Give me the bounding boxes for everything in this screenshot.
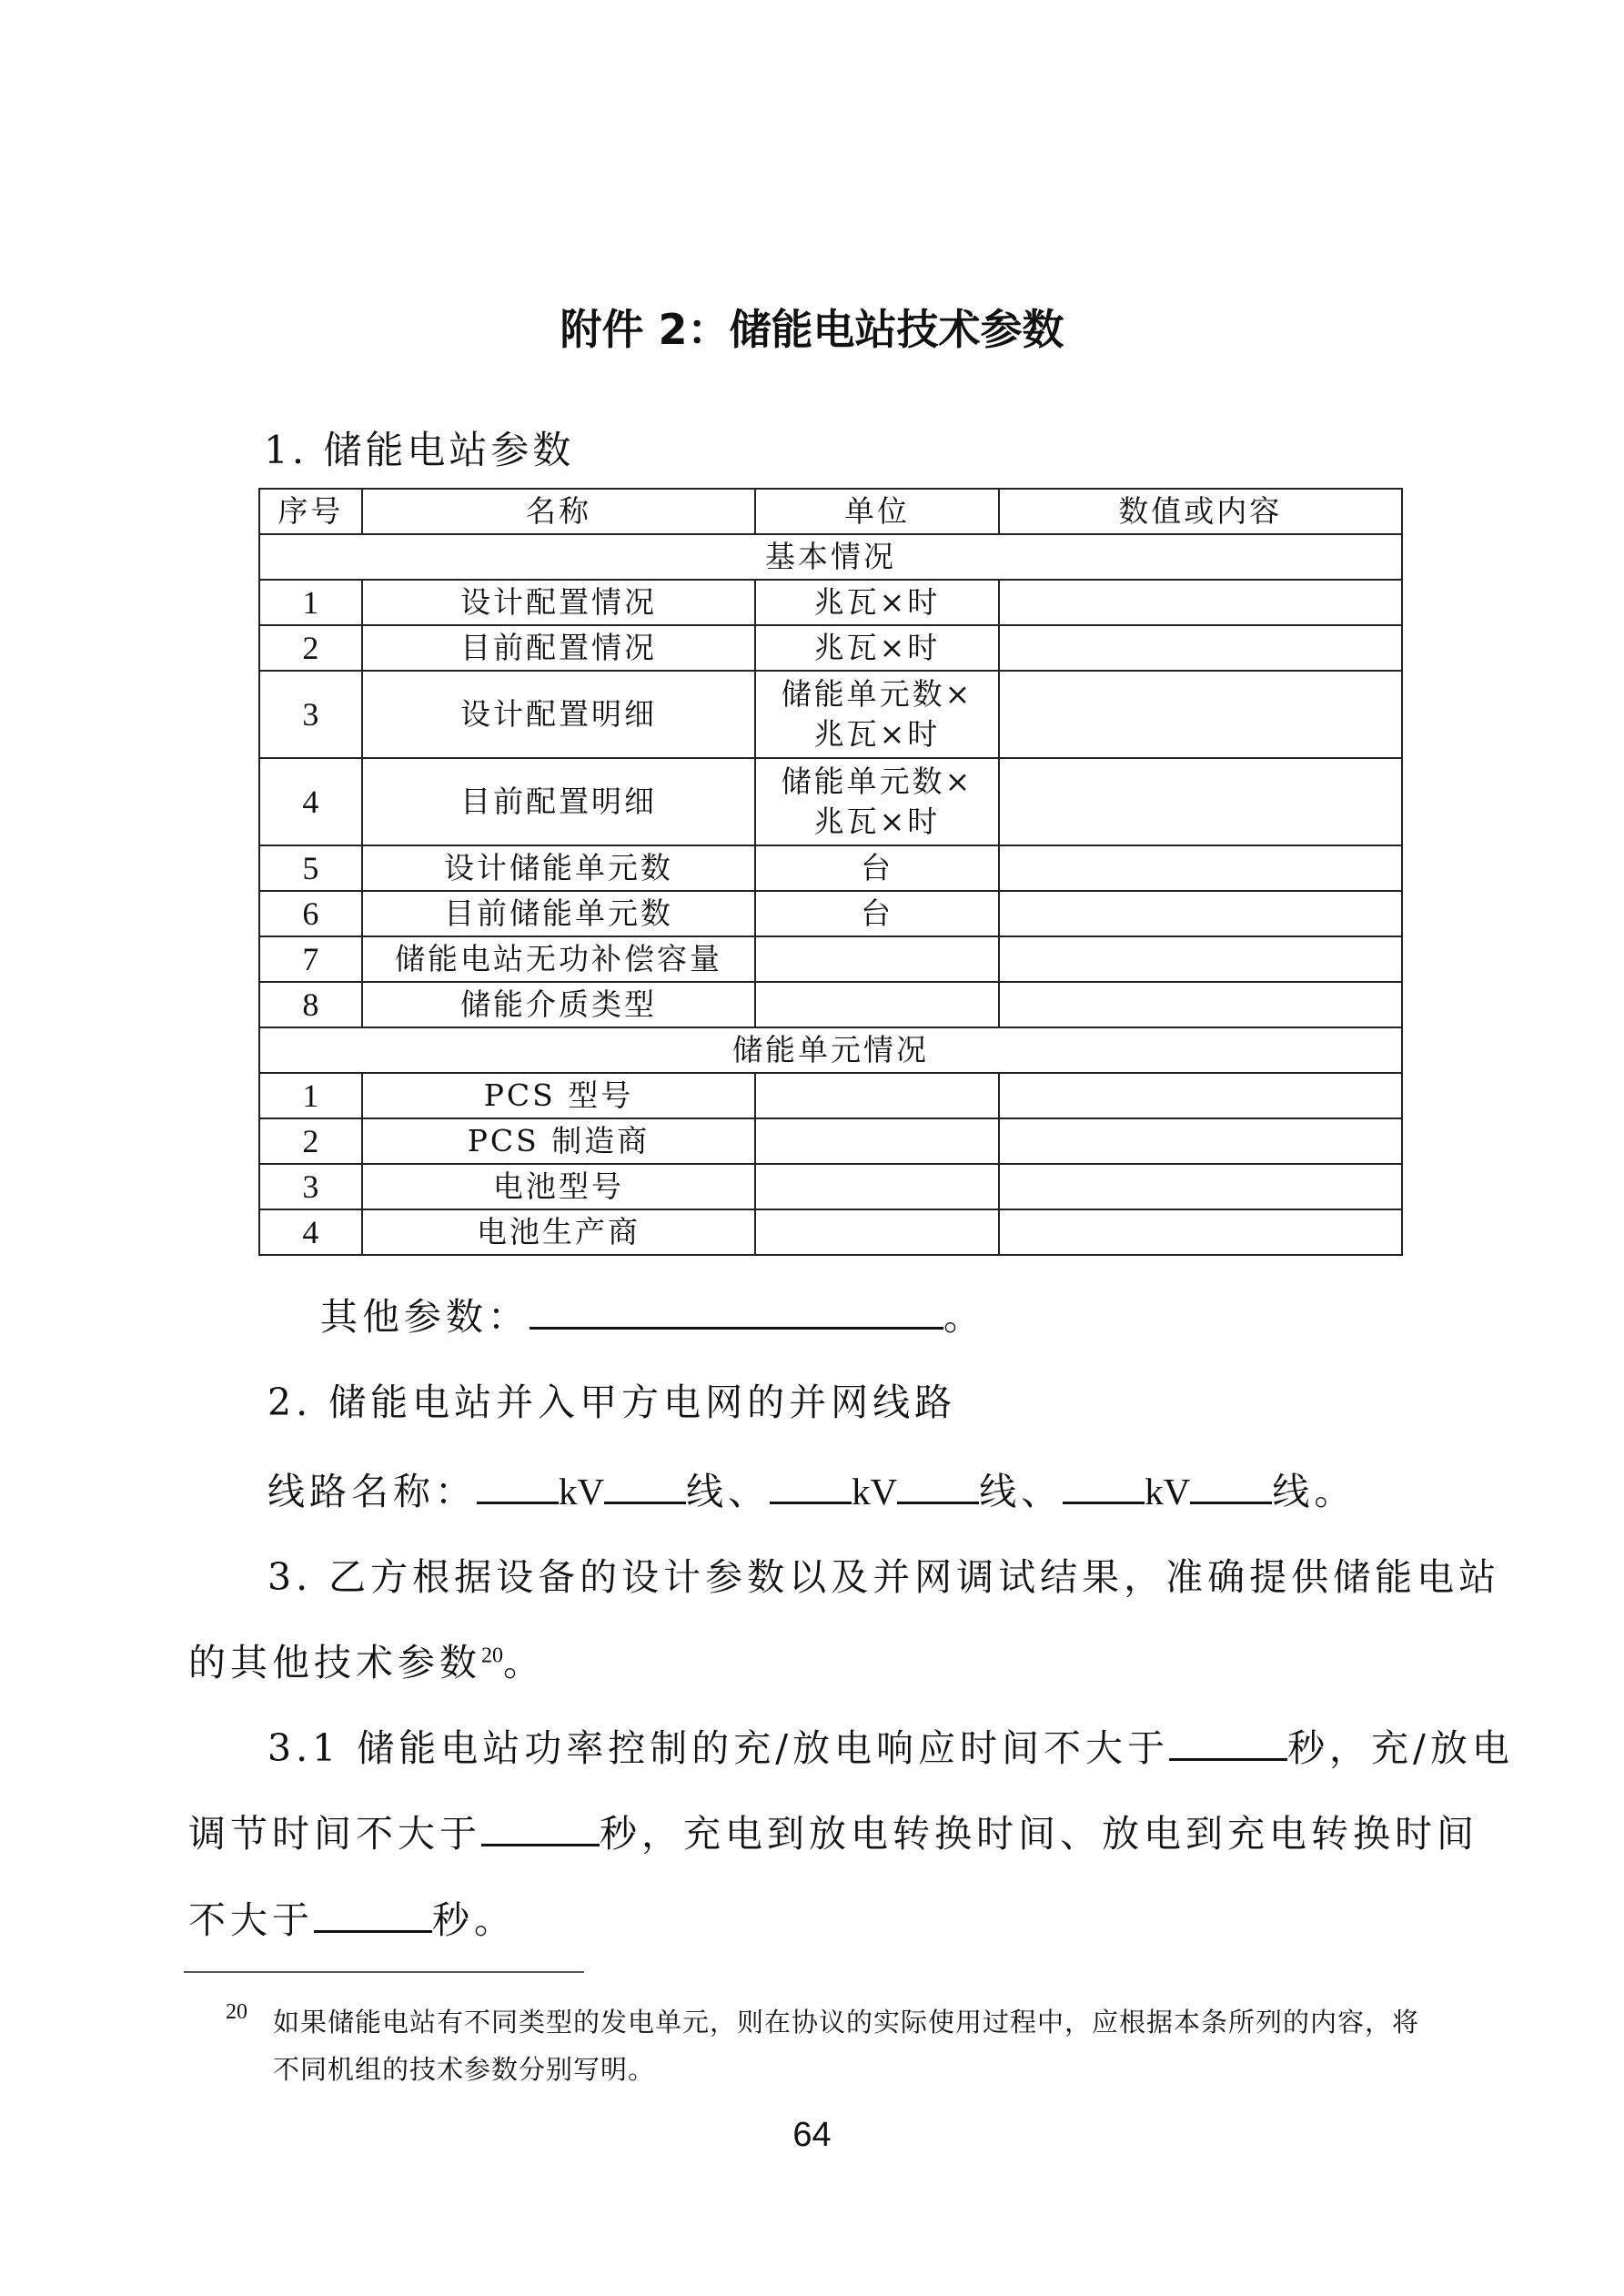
row-unit[interactable] [755, 1073, 998, 1118]
section-3-line-2 [188, 1633, 545, 1686]
separator: 、 [1021, 1470, 1064, 1513]
line-blank-1[interactable] [604, 1471, 686, 1504]
row-name: PCS 型号 [362, 1073, 756, 1118]
row-unit[interactable] [755, 936, 998, 982]
table-row [259, 1073, 1402, 1118]
voltage-blank-1[interactable] [477, 1471, 559, 1504]
section-3-line-1: 3. 乙方根据设备的设计参数以及并网调试结果，准确提供储能电站 [267, 1555, 1501, 1599]
row-name: 储能电站无功补偿容量 [362, 936, 756, 982]
voltage-blank-3[interactable] [1063, 1471, 1145, 1504]
row-name: 设计配置情况 [362, 580, 756, 625]
section-1-heading: 1. 储能电站参数 [264, 428, 575, 472]
page-title: 附件 2：储能电站技术参数 [560, 305, 1064, 354]
kv-unit: kV [852, 1471, 898, 1512]
header-name: 名称 [362, 489, 756, 534]
section-3-line-2-end: 。 [503, 1641, 545, 1684]
row-value[interactable] [999, 891, 1402, 936]
row-no: 2 [259, 625, 362, 671]
other-params-blank[interactable] [530, 1296, 943, 1330]
footnote-number: 20 [226, 2000, 247, 2024]
table-row [259, 1209, 1402, 1255]
line-suffix: 线 [979, 1470, 1022, 1513]
row-no: 8 [259, 982, 362, 1027]
s31-text-d: 秒，充电到放电转换时间、放电到充电转换时间 [600, 1812, 1478, 1856]
voltage-blank-2[interactable] [770, 1471, 852, 1504]
group-row-basic [259, 534, 1402, 580]
group-label: 基本情况 [259, 534, 1402, 580]
other-params-line [320, 1287, 985, 1340]
table-row [259, 1164, 1402, 1209]
row-unit: 储能单元数×兆瓦×时 [755, 758, 998, 845]
row-value[interactable] [999, 671, 1402, 758]
table-row [259, 845, 1402, 891]
separator: 、 [728, 1470, 771, 1513]
row-unit: 储能单元数×兆瓦×时 [755, 671, 998, 758]
other-params-label: 其他参数： [320, 1295, 530, 1339]
row-no: 1 [259, 580, 362, 625]
parameters-table [258, 488, 1403, 1256]
row-no: 2 [259, 1118, 362, 1164]
group-row-storage-units [259, 1027, 1402, 1073]
switch-time-blank[interactable] [314, 1899, 432, 1933]
row-name: 设计储能单元数 [362, 845, 756, 891]
s31-text-c: 调节时间不大于 [188, 1812, 481, 1856]
row-no: 6 [259, 891, 362, 936]
row-no: 3 [259, 1164, 362, 1209]
group-label: 储能单元情况 [259, 1027, 1402, 1073]
table-header-row [259, 489, 1402, 534]
line-name-label: 线路名称： [267, 1470, 477, 1513]
row-name: 目前配置明细 [362, 758, 756, 845]
row-value[interactable] [999, 845, 1402, 891]
table-row [259, 1118, 1402, 1164]
footnote-ref[interactable]: 20 [481, 1644, 503, 1668]
section-2-heading: 2. 储能电站并入甲方电网的并网线路 [267, 1381, 957, 1424]
kv-unit: kV [559, 1471, 605, 1512]
row-name: 目前配置情况 [362, 625, 756, 671]
kv-unit: kV [1145, 1471, 1191, 1512]
row-unit: 兆瓦×时 [755, 580, 998, 625]
line-blank-2[interactable] [897, 1471, 979, 1504]
page-number: 64 [792, 2116, 832, 2154]
row-name: 储能介质类型 [362, 982, 756, 1027]
section-3-1-line-1 [267, 1718, 1514, 1772]
row-name: 设计配置明细 [362, 671, 756, 758]
row-value[interactable] [999, 625, 1402, 671]
line-suffix: 线 [686, 1470, 729, 1513]
row-value[interactable] [999, 1118, 1402, 1164]
row-unit: 台 [755, 891, 998, 936]
table-row [259, 671, 1402, 758]
row-unit: 兆瓦×时 [755, 625, 998, 671]
footnote-line-1: 如果储能电站有不同类型的发电单元，则在协议的实际使用过程中，应根据本条所列的内容，将 [273, 2007, 1420, 2038]
row-value[interactable] [999, 936, 1402, 982]
table-row [259, 625, 1402, 671]
s31-text-f: 秒。 [432, 1898, 516, 1942]
line-name-line [267, 1462, 1356, 1515]
s31-text-e: 不大于 [188, 1898, 314, 1942]
row-no: 3 [259, 671, 362, 758]
row-unit[interactable] [755, 982, 998, 1027]
s31-text-b: 秒，充/放电 [1287, 1726, 1514, 1770]
section-3-1-line-3 [188, 1890, 516, 1944]
regulation-time-blank[interactable] [481, 1813, 600, 1846]
footnote-mark [226, 2000, 247, 2035]
footnote-divider [184, 1971, 584, 1973]
row-value[interactable] [999, 982, 1402, 1027]
line-end: 。 [1314, 1470, 1357, 1513]
table-row [259, 580, 1402, 625]
row-name: 电池生产商 [362, 1209, 756, 1255]
row-name: PCS 制造商 [362, 1118, 756, 1164]
table-row [259, 891, 1402, 936]
row-value[interactable] [999, 1209, 1402, 1255]
row-value[interactable] [999, 1164, 1402, 1209]
table-row [259, 982, 1402, 1027]
table-row [259, 758, 1402, 845]
row-unit: 台 [755, 845, 998, 891]
row-value[interactable] [999, 758, 1402, 845]
section-3-line-2-text: 的其他技术参数 [188, 1641, 481, 1684]
row-unit[interactable] [755, 1164, 998, 1209]
header-value: 数值或内容 [999, 489, 1402, 534]
row-no: 5 [259, 845, 362, 891]
line-blank-3[interactable] [1190, 1471, 1272, 1504]
row-no: 1 [259, 1073, 362, 1118]
row-value[interactable] [999, 1073, 1402, 1118]
row-no: 4 [259, 1209, 362, 1255]
row-unit[interactable] [755, 1209, 998, 1255]
section-3-1-line-2 [188, 1804, 1478, 1857]
response-time-blank[interactable] [1169, 1727, 1287, 1761]
row-no: 4 [259, 758, 362, 845]
row-unit[interactable] [755, 1118, 998, 1164]
row-value[interactable] [999, 580, 1402, 625]
row-no: 7 [259, 936, 362, 982]
header-no: 序号 [259, 489, 362, 534]
footnote-line-2: 不同机组的技术参数分别写明。 [273, 2054, 656, 2085]
table-row [259, 936, 1402, 982]
line-suffix: 线 [1272, 1470, 1315, 1513]
header-unit: 单位 [755, 489, 998, 534]
s31-text-a: 3.1 储能电站功率控制的充/放电响应时间不大于 [267, 1726, 1170, 1770]
row-name: 目前储能单元数 [362, 891, 756, 936]
row-name: 电池型号 [362, 1164, 756, 1209]
other-params-end: 。 [943, 1295, 985, 1339]
